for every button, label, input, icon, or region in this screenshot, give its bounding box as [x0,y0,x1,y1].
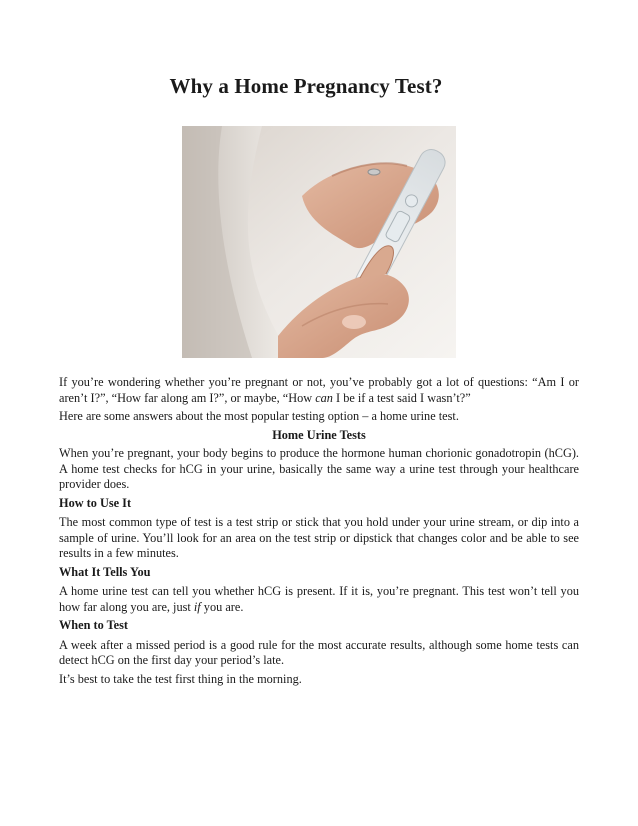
what-it-tells-text-2: you are. [200,599,244,614]
intro-paragraph [59,375,579,406]
section-body-what-it-tells [59,584,579,615]
intro-paragraph-2: Here are some answers about the most popular testing option – a home urine test. [59,409,459,423]
what-it-tells-italic: if [193,599,201,614]
pregnancy-test-photo [182,126,456,358]
what-it-tells-text-1: A home urine test can tell you whether hCG is present. If it is, you’re pregnant. This test won’t tell you how far along you are, just [59,584,579,614]
intro-text-1: If you’re wondering whether you’re pregnant or not, you’ve probably got a lot of questions: “Am I or aren’t I?”, “How far along am I?”, or maybe, “How [59,375,579,405]
section-heading-how-to-use: How to Use It [59,495,132,510]
pregnancy-test-photo-illustration [182,126,456,358]
closing-paragraph: It’s best to take the test first thing in the morning. [59,671,302,686]
section-body-home-urine-tests: When you’re pregnant, your body begins to produce the hormone human chorionic gonadotropin (hCG). A home test checks for hCG in your urine, basically the same way a urine test through your healthcare provider does. [59,446,579,491]
document-body [59,375,579,690]
section-body-how-to-use: The most common type of test is a test strip or stick that you hold under your urine stream, or dip into a sample of urine. You’ll look for an area on the test strip or dipstick that changes color and be able to see results in a few minutes. [59,515,579,560]
section-body-when-to-test: A week after a missed period is a good rule for the most accurate results, although some home tests can detect hCG on the first day your period’s late. [59,637,579,667]
section-heading-when-to-test: When to Test [59,618,129,632]
intro-text-2: I be if a test said I wasn’t?” [332,390,471,405]
section-heading-what-it-tells: What It Tells You [59,564,151,579]
page-title: Why a Home Pregnancy Test? [169,74,443,98]
intro-italic: can [315,390,333,405]
section-heading-home-urine-tests: Home Urine Tests [272,427,366,442]
